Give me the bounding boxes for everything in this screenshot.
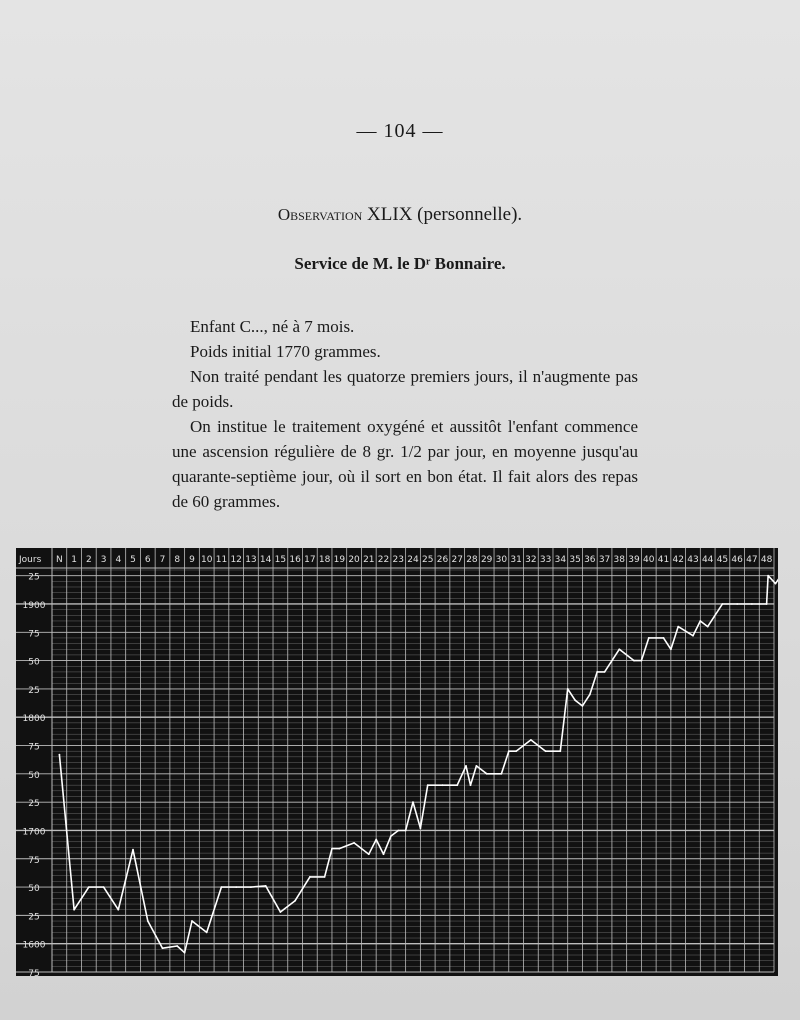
x-tick-label: 15 <box>274 555 287 565</box>
x-tick-label: 38 <box>613 555 626 565</box>
weight-data-point <box>420 827 422 829</box>
x-tick-label: 22 <box>377 555 390 565</box>
weight-data-point <box>73 909 75 911</box>
weight-data-point <box>235 886 237 888</box>
weight-data-point <box>59 754 61 756</box>
weight-data-point <box>596 671 598 673</box>
x-tick-label: 25 <box>422 555 434 565</box>
y-tick-label: 1900 <box>22 600 46 611</box>
x-tick-label: 3 <box>100 555 107 565</box>
weight-data-point <box>397 830 399 832</box>
weight-data-point <box>648 637 650 639</box>
weight-data-point <box>338 848 340 850</box>
weight-data-point <box>309 876 311 878</box>
paragraph-treatment: On institue le traitement oxygéné et aussitôt l'enfant commence une ascension régulière de 8 gr. 1/2 par jour, en moyenne jusqu'au quarante-septième jour, où il sort en bon état. Il fait alors des repas de 60 grammes. <box>172 417 638 511</box>
weight-data-point <box>476 765 478 767</box>
weight-data-point <box>758 603 760 605</box>
weight-data-point <box>766 603 768 605</box>
x-tick-label: 40 <box>643 555 655 565</box>
x-tick-label: 36 <box>584 555 596 565</box>
weight-data-point <box>331 848 333 850</box>
weight-data-point <box>545 750 547 752</box>
y-tick-label: 25 <box>28 912 40 923</box>
x-tick-label: 48 <box>760 555 773 565</box>
y-tick-label: 1700 <box>22 827 46 838</box>
weight-data-point <box>767 575 769 577</box>
weight-data-point <box>353 842 355 844</box>
weight-data-point <box>184 952 186 954</box>
x-tick-label: 17 <box>304 555 316 565</box>
y-tick-label: 75 <box>28 742 40 753</box>
weight-data-point <box>390 835 392 837</box>
observation-title <box>0 204 800 226</box>
weight-data-point <box>147 920 149 922</box>
x-tick-label: 20 <box>348 555 360 565</box>
weight-data-point <box>699 620 701 622</box>
weight-data-point <box>176 945 178 947</box>
weight-data-point <box>383 853 385 855</box>
x-tick-label: 32 <box>525 555 537 565</box>
weight-data-point <box>707 626 709 628</box>
weight-data-point <box>574 699 576 701</box>
weight-data-point <box>501 773 503 775</box>
weight-data-point <box>641 660 643 662</box>
x-tick-label: 10 <box>200 555 213 565</box>
weight-data-point <box>508 750 510 752</box>
x-tick-label: 28 <box>466 555 478 565</box>
x-tick-label: 21 <box>363 555 375 565</box>
y-tick-label: 50 <box>28 657 40 668</box>
weight-data-point <box>589 694 591 696</box>
x-tick-label: 2 <box>85 555 92 565</box>
x-tick-label: 34 <box>554 555 567 565</box>
weight-chart-svg <box>16 548 778 976</box>
x-tick-label: 1 <box>71 555 77 565</box>
page-number: — 104 — <box>356 120 444 142</box>
y-tick-label: 25 <box>28 799 40 810</box>
weight-data-point <box>582 705 584 707</box>
y-tick-label: 25 <box>28 685 40 696</box>
y-tick-label: 75 <box>28 969 40 976</box>
x-tick-label: 19 <box>333 555 346 565</box>
x-tick-label: N <box>56 555 63 565</box>
x-tick-label: 37 <box>598 555 611 565</box>
weight-data-point <box>530 739 532 741</box>
weight-data-point <box>722 603 724 605</box>
weight-data-point <box>486 773 488 775</box>
weight-data-point <box>470 784 472 786</box>
weight-data-point <box>250 886 252 888</box>
y-tick-label: 1800 <box>22 714 46 725</box>
weight-data-point <box>206 932 208 934</box>
weight-data-point <box>427 784 429 786</box>
weight-data-point <box>515 750 517 752</box>
x-tick-label: 9 <box>189 555 195 565</box>
y-tick-label: 50 <box>28 770 40 781</box>
weight-data-point <box>456 784 458 786</box>
x-tick-label: 43 <box>687 555 699 565</box>
weight-data-point <box>405 830 407 832</box>
x-tick-label: 14 <box>259 555 272 565</box>
x-tick-label: 44 <box>701 555 714 565</box>
x-tick-label: 39 <box>628 555 640 565</box>
weight-data-point <box>692 635 694 637</box>
weight-data-point <box>162 947 164 949</box>
x-axis-title: Jours <box>19 555 42 565</box>
x-tick-label: 6 <box>144 555 151 565</box>
x-tick-label: 29 <box>480 555 493 565</box>
x-tick-label: 42 <box>672 555 684 565</box>
x-tick-label: 7 <box>159 555 166 565</box>
x-tick-label: 11 <box>215 555 228 565</box>
x-tick-label: 24 <box>407 555 419 565</box>
weight-data-point <box>775 583 777 585</box>
x-tick-label: 4 <box>115 555 122 565</box>
weight-data-point <box>465 765 467 767</box>
case-description <box>172 314 638 514</box>
observation-prefix: Observation <box>277 205 363 224</box>
weight-data-point <box>368 853 370 855</box>
y-tick-label: 75 <box>28 855 40 866</box>
weight-chart <box>16 548 778 976</box>
y-tick-label: 25 <box>28 572 40 583</box>
weight-data-point <box>751 603 753 605</box>
x-tick-label: 45 <box>716 555 729 565</box>
weight-data-point <box>677 626 679 628</box>
x-tick-label: 30 <box>495 555 508 565</box>
paragraph-initial-weight: Poids initial 1770 grammes. <box>190 342 381 361</box>
weight-data-point <box>324 876 326 878</box>
x-tick-label: 16 <box>289 555 301 565</box>
weight-data-point <box>132 849 134 851</box>
y-tick-label: 1600 <box>22 940 46 951</box>
x-tick-label: 31 <box>510 555 522 565</box>
x-tick-label: 35 <box>569 555 581 565</box>
weight-data-point <box>294 900 296 902</box>
chart-background <box>16 548 778 976</box>
weight-data-point <box>375 839 377 841</box>
weight-data-point <box>670 648 672 650</box>
x-tick-label: 5 <box>130 555 136 565</box>
weight-data-point <box>412 801 414 803</box>
x-tick-label: 26 <box>436 555 449 565</box>
service-heading: Service de M. le Dʳ Bonnaire. <box>294 254 506 273</box>
x-tick-label: 41 <box>657 555 670 565</box>
x-tick-label: 27 <box>451 555 463 565</box>
weight-data-point <box>191 920 193 922</box>
x-tick-label: 18 <box>318 555 331 565</box>
x-tick-label: 46 <box>731 555 743 565</box>
x-tick-label: 47 <box>746 555 758 565</box>
weight-data-point <box>442 784 444 786</box>
weight-data-point <box>117 909 119 911</box>
weight-data-point <box>559 750 561 752</box>
x-tick-label: 33 <box>539 555 552 565</box>
weight-data-point <box>633 660 635 662</box>
weight-data-point <box>567 688 569 690</box>
observation-number: XLIX (personnelle). <box>367 204 523 225</box>
weight-data-point <box>103 886 105 888</box>
x-tick-label: 23 <box>392 555 404 565</box>
x-tick-label: 13 <box>245 555 257 565</box>
paragraph-untreated: Non traité pendant les quatorze premiers jours, il n'augmente pas de poids. <box>172 367 638 411</box>
weight-data-point <box>618 648 620 650</box>
weight-data-point <box>663 637 665 639</box>
weight-data-point <box>88 886 90 888</box>
weight-data-point <box>221 886 223 888</box>
x-tick-label: 8 <box>174 555 181 565</box>
x-tick-label: 12 <box>230 555 242 565</box>
paragraph-child: Enfant C..., né à 7 mois. <box>190 317 355 336</box>
y-tick-label: 75 <box>28 629 40 640</box>
weight-data-point <box>736 603 738 605</box>
weight-data-point <box>604 671 606 673</box>
y-tick-label: 50 <box>28 884 40 895</box>
weight-data-point <box>280 911 282 913</box>
weight-data-point <box>265 885 267 887</box>
